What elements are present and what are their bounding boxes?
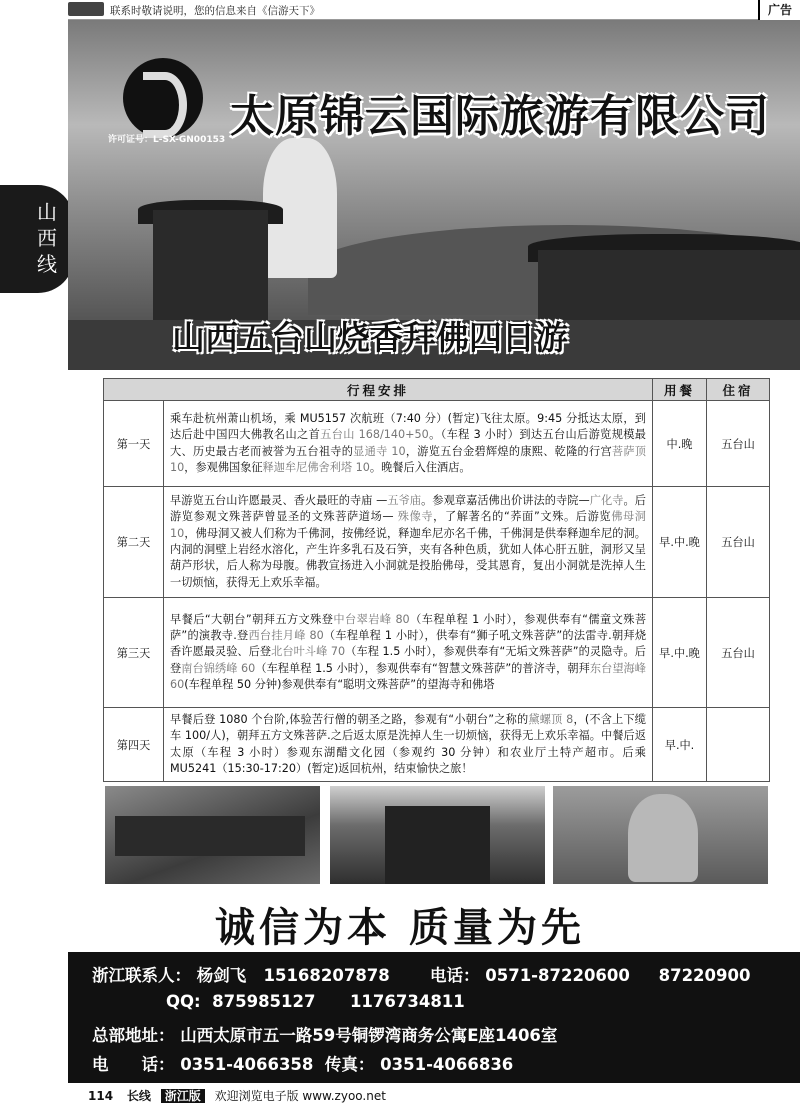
phone-label: 电 话： <box>92 1055 175 1074</box>
section-name: 长线 <box>126 1089 151 1103</box>
contact-mobile: 15168207878 <box>263 966 390 985</box>
hanging-temple-photo <box>105 786 320 884</box>
table-row <box>104 598 770 708</box>
source-note: 联系时敬请说明，您的信息来自《信游天下》 <box>110 5 320 17</box>
lodging-cell <box>707 708 770 782</box>
section-tab <box>0 185 74 293</box>
lodging-cell: 五台山 <box>707 487 770 598</box>
section-tab-label: 山西线 <box>37 200 57 276</box>
qq-number-2: 1176734811 <box>349 992 465 1011</box>
header-lodging: 住宿 <box>707 379 770 401</box>
day-label: 第一天 <box>104 401 164 487</box>
meals-cell: 早.中.晚 <box>653 598 707 708</box>
lodging-cell: 五台山 <box>707 401 770 487</box>
top-bar <box>68 0 800 20</box>
page-number: 114 <box>88 1089 114 1103</box>
header-meals: 用餐 <box>653 379 707 401</box>
day-description: 早餐后“大朝台”朝拜五方文殊登中台翠岩峰 80（车程单程 1 小时），参观供奉有“儒童文殊菩萨”的演教寺.登西台挂月峰 80（车程单程 1 小时），供奉有“狮子吼文殊菩萨”的法雷寺.朝拜烧香许愿最灵验、后登北台叶斗峰 70（车程 1.5 小时），参观供奉有“无垢文殊菩萨”的灵隐寺。后登南台锦绣峰 60（车程单程 1.5 小时），参观供奉有“智慧文殊菩萨”的普济寺，朝拜东台望海峰 60(车程单程 50 分钟)参观供奉有“聪明文殊菩萨”的望海寺和佛塔 <box>164 598 653 708</box>
magazine-logo <box>68 2 104 16</box>
phone-number: 0351-4066358 <box>180 1055 314 1074</box>
edition-badge: 浙江版 <box>161 1089 205 1103</box>
day-label: 第四天 <box>104 708 164 782</box>
header-schedule: 行程安排 <box>104 379 653 401</box>
day-description: 早游览五台山许愿最灵、香火最旺的寺庙 —五爷庙。参观章嘉活佛出价讲法的寺院—广化寺。后游览参观文殊菩萨曾显圣的文殊菩萨道场— 殊像寺，了解著名的“荞面”文殊。后游览佛母洞 10，佛母洞又被人们称为千佛洞，按佛经说，释迦牟尼亦名千佛，千佛洞是供奉释迦牟尼的洞。内洞的洞壁上岩经水溶化，产生许多乳石及石笋，夹有各种色质，犹如人体心肝五脏，洞形又呈葫芦形状，后人称为母腹。佛教宣扬进入小洞就是投胎佛母，受其恩育，复出小洞就是洗掉人生一切烦恼，获得无上欢乐幸福。 <box>164 487 653 598</box>
qq-number-1: 875985127 <box>212 992 316 1011</box>
hero-banner <box>68 20 800 370</box>
contact-label: 浙江联系人： <box>92 966 191 985</box>
qq-row <box>166 992 465 1011</box>
phone-fax-row <box>92 1051 513 1075</box>
meals-cell: 早.中. <box>653 708 707 782</box>
buddha-statue-photo <box>553 786 768 884</box>
slogan: 诚信为本 质量为先 <box>215 905 585 951</box>
tel-number-2: 87220900 <box>658 966 751 985</box>
contact-name: 杨剑飞 <box>196 966 247 985</box>
day-label: 第二天 <box>104 487 164 598</box>
tel-label: 电话： <box>430 966 480 985</box>
fax-label: 传真： <box>324 1055 375 1074</box>
hq-address: 山西太原市五一路59号铜锣湾商务公寓E座1406室 <box>180 1026 558 1045</box>
day-label: 第三天 <box>104 598 164 708</box>
table-row <box>104 708 770 782</box>
page-footer <box>88 1087 386 1104</box>
qq-label: QQ: <box>166 992 201 1011</box>
meals-cell: 中.晚 <box>653 401 707 487</box>
itinerary-header-row <box>104 379 770 401</box>
meals-cell: 早.中.晚 <box>653 487 707 598</box>
day-description: 早餐后登 1080 个台阶,体验苦行僧的朝圣之路，参观有“小朝台”之称的黛螺顶 8，(不含上下缆车 100/人)，朝拜五方文殊菩萨.之后返太原是洗掉人生一切烦恼，获得无上欢乐幸福。中餐后返太原（车程 3 小时）参观东湖醋文化园（参观约 30 分钟）和农业厅土特产超市。后乘 MU5241（15:30-17:20）(暂定)返回杭州，结束愉快之旅！ <box>164 708 653 782</box>
license-number: 许可证号：L-SX-GN00153 <box>108 135 226 145</box>
fax-number: 0351-4066836 <box>380 1055 514 1074</box>
temple-gate-photo <box>330 786 545 884</box>
company-logo-icon <box>123 58 203 138</box>
tel-number-1: 0571-87220600 <box>485 966 630 985</box>
lodging-cell: 五台山 <box>707 598 770 708</box>
zhejiang-contact-row <box>92 962 750 986</box>
table-row <box>104 401 770 487</box>
hq-address-row <box>92 1022 557 1046</box>
browse-note[interactable]: 欢迎浏览电子版 www.zyoo.net <box>214 1089 386 1103</box>
itinerary-table <box>103 378 770 782</box>
table-row <box>104 487 770 598</box>
day-description: 乘车赴杭州萧山机场，乘 MU5157 次航班（7:40 分）(暂定)飞往太原。9:45 分抵达太原，到达后赴中国四大佛教名山之首五台山 168/140+50。（车程 3 小时）到达五台山后游览规模最大、历史最古老而被誉为五台祖寺的显通寺 10，游览五台金碧辉煌的康熙、乾隆的行宫菩萨顶 10，参观佛国象征释迦牟尼佛舍利塔 10。晚餐后入住酒店。 <box>164 401 653 487</box>
hq-label: 总部地址： <box>92 1026 175 1045</box>
company-name: 太原锦云国际旅游有限公司 <box>230 91 770 142</box>
tour-title: 山西五台山烧香拜佛四日游 <box>172 318 568 357</box>
contact-block <box>68 952 800 1083</box>
ad-label: 广告 <box>758 0 800 20</box>
